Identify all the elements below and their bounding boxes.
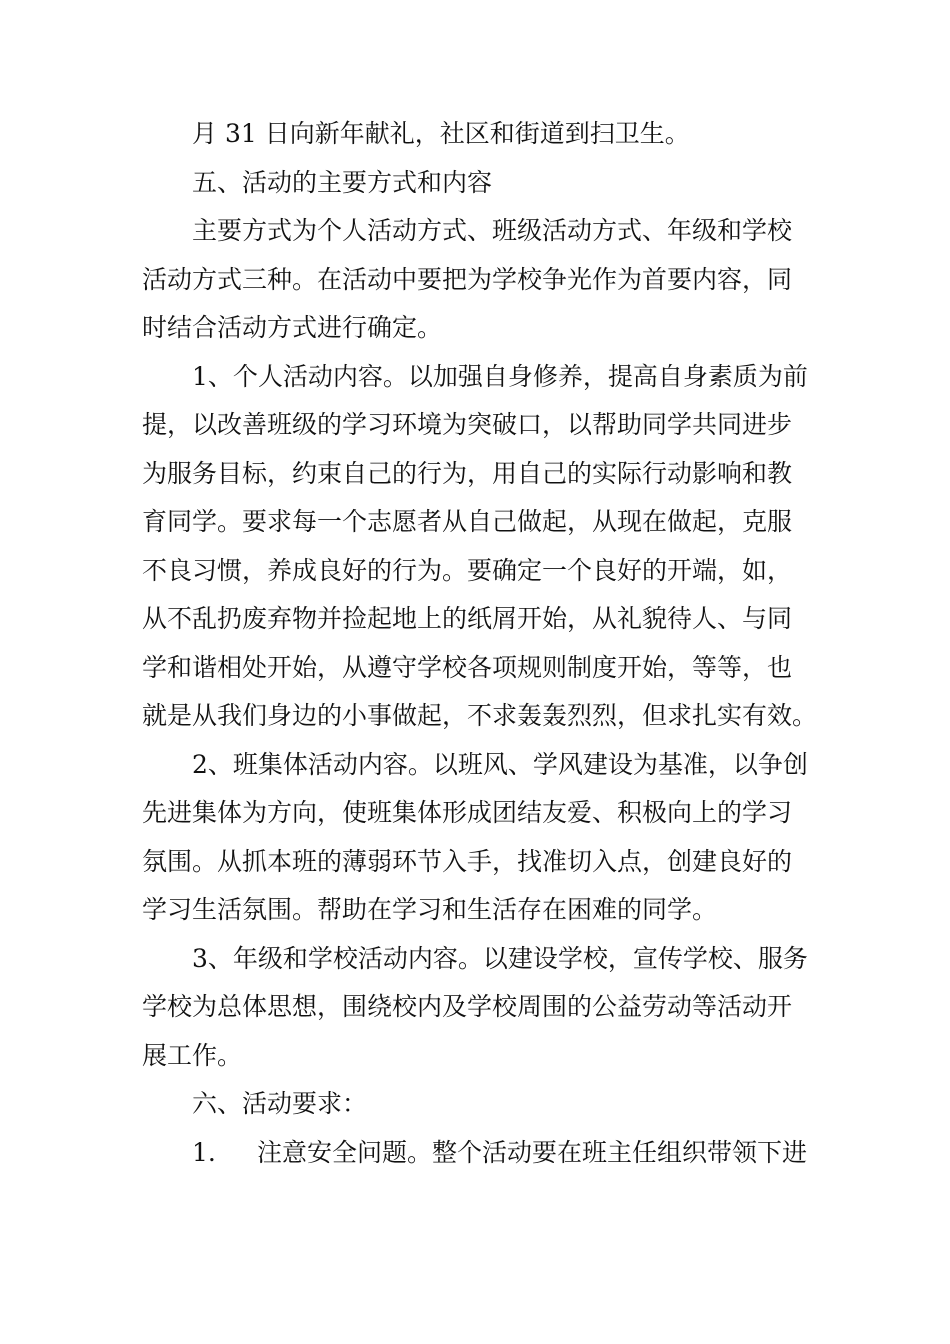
text-line: 提，以改善班级的学习环境为突破口，以帮助同学共同进步 [142,410,793,439]
text-line: 不良习惯，养成良好的行为。要确定一个良好的开端，如， [142,555,793,585]
text-line: 3、年级和学校活动内容。以建设学校，宣传学校、服务 [192,943,808,973]
text-line: 育同学。要求每一个志愿者从自己做起，从现在做起，克服 [142,507,793,536]
text-line: 学校为总体思想，围绕校内及学校周围的公益劳动等活动开 [142,992,793,1021]
text-line: 为服务目标，约束自己的行为，用自己的实际行动影响和教 [142,458,793,488]
list-item-number: 1. [192,1137,216,1167]
text-line: 学习生活氛围。帮助在学习和生活存在困难的同学。 [142,895,718,924]
text-line: 主要方式为个人活动方式、班级活动方式、年级和学校 [192,216,793,245]
document-body [142,110,832,1177]
section-heading: 五、活动的主要方式和内容 [192,167,493,197]
text-line: 月 31 日向新年献礼，社区和街道到扫卫生。 [192,119,690,148]
text-line: 学和谐相处开始，从遵守学校各项规则制度开始，等等，也 [142,652,793,682]
text-line: 先进集体为方向，使班集体形成团结友爱、积极向上的学习 [142,798,793,827]
text-line: 展工作。 [142,1040,243,1070]
list-item [142,1129,832,1178]
text-line: 从不乱扔废弃物并捡起地上的纸屑开始，从礼貌待人、与同 [142,604,793,633]
text-line: 时结合活动方式进行确定。 [142,313,443,342]
text-line: 氛围。从抓本班的薄弱环节入手，找准切入点，创建良好的 [142,846,793,876]
text-line: 活动方式三种。在活动中要把为学校争光作为首要内容，同 [142,264,793,294]
list-item-text: 注意安全问题。整个活动要在班主任组织带领下进 [257,1137,808,1167]
text-line: 1、个人活动内容。以加强自身修养，提高自身素质为前 [192,361,808,391]
section-heading: 六、活动要求： [192,1089,368,1118]
text-line: 就是从我们身边的小事做起，不求轰轰烈烈，但求扎实有效。 [142,701,818,730]
text-line: 2、班集体活动内容。以班风、学风建设为基准，以争创 [192,749,808,779]
